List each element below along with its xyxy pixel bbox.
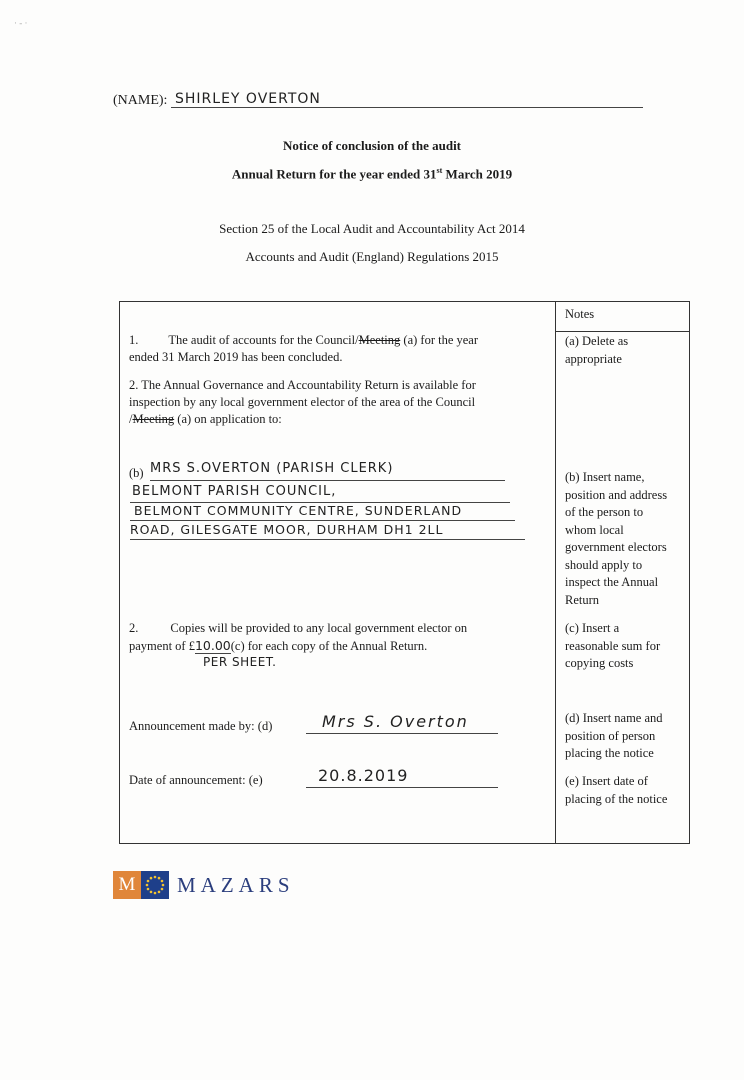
notes-heading-rule	[555, 331, 690, 332]
paragraph-2: 2. The Annual Governance and Accountability Return is available for inspection by any local government elector of the area of the Council /Meeting (a) on application to:	[129, 378, 476, 426]
scan-speck: · - ·	[14, 18, 28, 28]
notice-title: Notice of conclusion of the audit	[282, 138, 462, 153]
name-row	[113, 91, 643, 111]
mazars-logo-text: MAZARS	[177, 873, 295, 897]
address-underline-3	[130, 520, 515, 521]
announcement-value: Mrs S. Overton	[322, 712, 469, 731]
date-value: 20.8.2019	[318, 766, 409, 785]
note-d: (d) Insert name and position of person placing the notice	[565, 711, 663, 760]
note-c: (c) Insert a reasonable sum for copying costs	[565, 621, 661, 670]
name-underline	[171, 107, 643, 108]
annual-return-title: Annual Return for the year ended 31st March 2019	[231, 166, 513, 182]
notes-column-divider	[555, 301, 556, 844]
address-underline-4	[130, 539, 525, 540]
note-a: (a) Delete as appropriate	[565, 334, 629, 366]
per-sheet-note: PER SHEET.	[203, 655, 277, 669]
address-line-3: BELMONT COMMUNITY CENTRE, SUNDERLAND	[134, 503, 463, 518]
paragraph-3: 2. Copies will be provided to any local government elector on payment of £10.00(c) for each copy of the Annual Return.	[129, 621, 468, 653]
copy-fee-amount: 10.00	[194, 638, 231, 653]
announcement-label: Announcement made by: (d)	[129, 719, 273, 733]
name-label: (NAME):	[113, 93, 168, 108]
paragraph-1: 1. The audit of accounts for the Council/Meeting (a) for the year ended 31 March 2019 has been concluded.	[129, 333, 479, 364]
address-line-2: BELMONT PARISH COUNCIL,	[132, 484, 337, 499]
address-line-4: ROAD, GILESGATE MOOR, DURHAM DH1 2LL	[130, 522, 444, 537]
note-b: (b) Insert name, position and address of the person to whom local government electors should apply to inspect the Annual Return	[565, 470, 668, 607]
act-reference: Section 25 of the Local Audit and Accountability Act 2014	[219, 221, 525, 236]
address-b-label: (b)	[129, 466, 144, 480]
name-value: SHIRLEY OVERTON	[175, 91, 321, 107]
notes-heading: Notes	[565, 307, 595, 321]
regulations-reference: Accounts and Audit (England) Regulations 2015	[245, 249, 499, 264]
announcement-underline	[306, 733, 498, 734]
address-line-1: MRS S.OVERTON (PARISH CLERK)	[150, 461, 394, 476]
date-underline	[306, 787, 498, 788]
date-label: Date of announcement: (e)	[129, 773, 263, 787]
mazars-logo-mark: M	[113, 871, 141, 899]
note-e: (e) Insert date of placing of the notice	[565, 774, 668, 806]
address-underline-1	[150, 480, 505, 481]
eu-star-icon	[141, 871, 169, 899]
